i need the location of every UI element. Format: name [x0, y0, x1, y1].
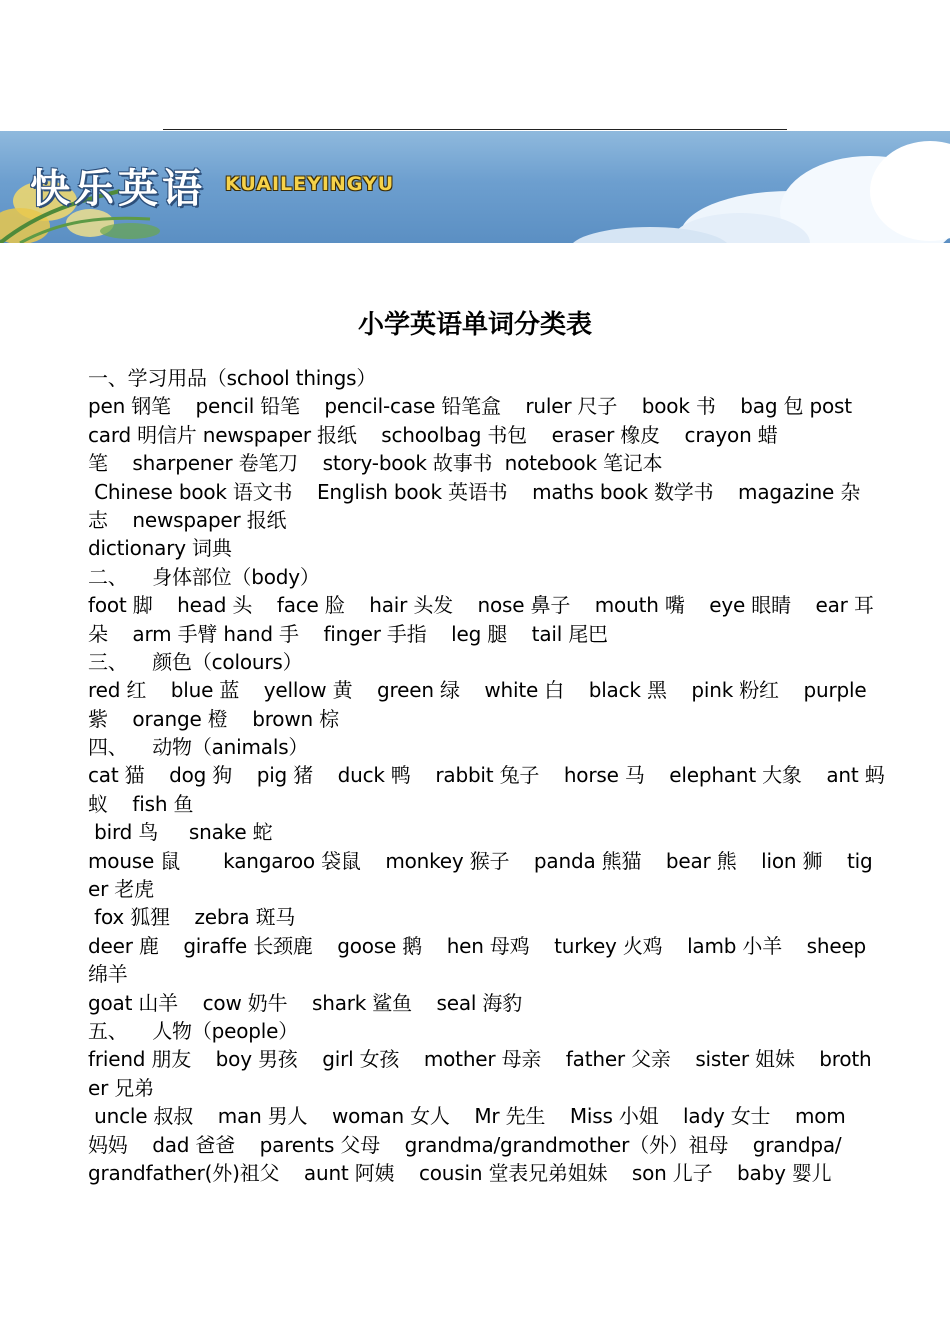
text-line: 五、 人物（people） — [88, 1018, 299, 1043]
text-line: deer 鹿 giraffe 长颈鹿 goose 鹅 hen 母鸡 turkey 火鸡 lamb 小羊 sheep — [88, 933, 867, 958]
page-title: 小学英语单词分类表 — [357, 310, 592, 340]
text-line: goat 山羊 cow 奶牛 shark 鲨鱼 seal 海豹 — [88, 990, 523, 1015]
text-line: 笔 sharpener 卷笔刀 story-book 故事书 notebook 笔记本 — [88, 451, 663, 476]
text-line: 紫 orange 橙 brown 棕 — [88, 706, 339, 731]
text-line: 一、学习用品（school things） — [88, 366, 377, 390]
header-banner — [0, 131, 950, 243]
text-line: 朵 arm 手臂 hand 手 finger 手指 leg 腿 tail 尾巴 — [88, 621, 608, 646]
text-line: friend 朋友 boy 男孩 girl 女孩 mother 母亲 father 父亲 sister 姐妹 broth — [88, 1047, 872, 1072]
text-line: mouse 鼠 kangaroo 袋鼠 monkey 猴子 panda 熊猫 bear 熊 lion 狮 tig — [88, 848, 873, 873]
text-line: red 红 blue 蓝 yellow 黄 green 绿 white 白 black 黑 pink 粉红 purple — [88, 678, 867, 703]
text-line: card 明信片 newspaper 报纸 schoolbag 书包 eraser 橡皮 crayon 蜡 — [88, 422, 778, 447]
text-line: bird 鸟 snake 蛇 — [88, 820, 273, 845]
text-line: 蚁 fish 鱼 — [88, 791, 194, 816]
text-line: grandfather(外)祖父 aunt 阿姨 cousin 堂表兄弟姐妹 son 儿子 baby 婴儿 — [88, 1160, 832, 1185]
text-line: cat 猫 dog 狗 pig 猪 duck 鸭 rabbit 兔子 horse 马 elephant 大象 ant 蚂 — [88, 763, 885, 788]
text-line: 志 newspaper 报纸 — [88, 507, 287, 532]
text-line: 二、 身体部位（body） — [88, 564, 320, 589]
text-line: pen 钢笔 pencil 铅笔 pencil-case 铅笔盒 ruler 尺子 book 书 bag 包 post — [88, 394, 852, 419]
text-line: 绵羊 — [88, 962, 128, 987]
text-line: er 老虎 — [88, 877, 154, 902]
word-list — [88, 364, 885, 1187]
banner-title-en: KUAILEYINGYU — [225, 173, 395, 195]
text-line: foot 脚 head 头 face 脸 hair 头发 nose 鼻子 mouth 嘴 eye 眼睛 ear 耳 — [88, 593, 874, 618]
text-line: 四、 动物（animals） — [88, 735, 309, 760]
text-line: 妈妈 dad 爸爸 parents 父母 grandma/grandmother（外）祖母 grandpa/ — [88, 1132, 842, 1157]
text-line: dictionary 词典 — [88, 536, 232, 561]
text-line: fox 狐狸 zebra 斑马 — [88, 905, 296, 930]
header-rule — [163, 129, 787, 130]
text-line: er 兄弟 — [88, 1075, 154, 1100]
text-line: uncle 叔叔 man 男人 woman 女人 Mr 先生 Miss 小姐 lady 女士 mom — [88, 1104, 846, 1129]
banner-title-cn: 快乐英语 — [30, 165, 206, 212]
text-line: Chinese book 语文书 English book 英语书 maths book 数学书 magazine 杂 — [88, 479, 861, 504]
text-line: 三、 颜色（colours） — [88, 649, 303, 674]
